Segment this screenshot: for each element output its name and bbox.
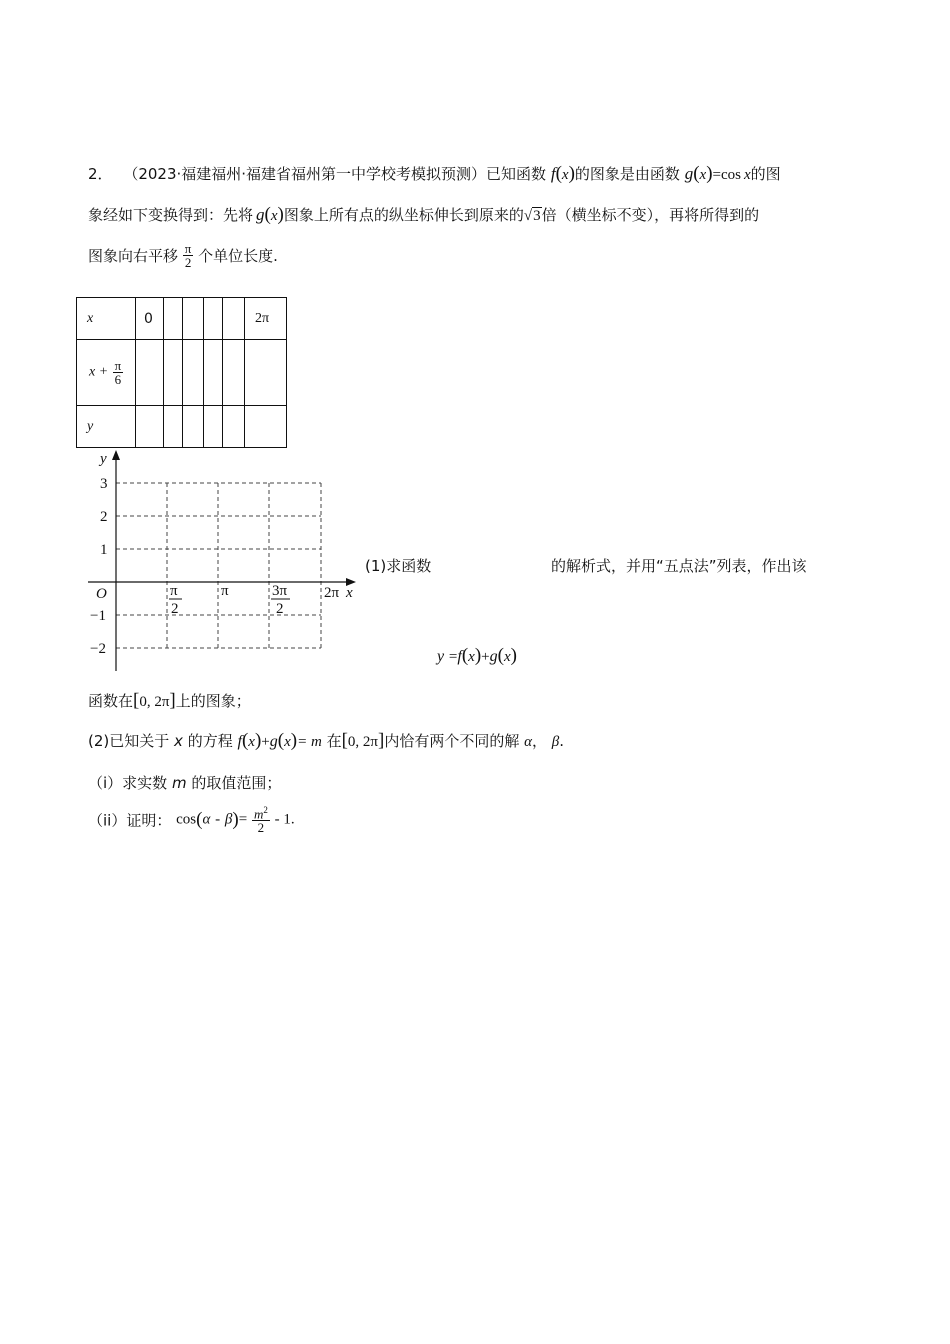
xpi-prefix: x + bbox=[89, 364, 109, 380]
problem-line-1: 2． （2023·福建福州·福建省福州第一中学校考模拟预测）已知函数 f(x)的图象是由函数 g(x)=cos x的图 bbox=[88, 163, 781, 184]
cos-var: x bbox=[744, 167, 751, 183]
part2-x: x bbox=[174, 732, 183, 750]
part1-cont-a: 函数在 bbox=[88, 692, 134, 710]
table-row-x bbox=[77, 298, 287, 340]
problem-line3-a: 图象向右平移 bbox=[88, 247, 179, 265]
y-axis-arrow bbox=[112, 450, 120, 460]
y-tick-neg1: −1 bbox=[90, 608, 106, 624]
y-axis-label: y bbox=[100, 451, 107, 467]
part1-label: (1)求函数 bbox=[365, 557, 432, 575]
problem-intro-1: 已知函数 bbox=[486, 165, 547, 183]
part2-line: (2)已知关于 x 的方程 f(x)+g(x)= m 在[0, 2π]内恰有两个不同的解 α， β. bbox=[88, 730, 565, 751]
interval-2: 0, 2π bbox=[347, 734, 378, 750]
sub-ii-cos: cos bbox=[176, 811, 197, 828]
part2-f-var: x bbox=[248, 734, 255, 750]
table-row-y bbox=[77, 406, 287, 448]
sub-i-line bbox=[88, 772, 281, 793]
part2-beta: β bbox=[551, 734, 560, 750]
table-cell bbox=[136, 406, 164, 448]
sub-ii-fraction bbox=[252, 806, 270, 834]
sub-ii-num: m bbox=[253, 806, 264, 822]
formula-plus: + bbox=[481, 649, 490, 665]
sqrt-sign: √ bbox=[523, 208, 533, 224]
table-cell bbox=[245, 340, 287, 406]
func-f-name: f bbox=[550, 164, 556, 183]
grid-lines bbox=[116, 483, 321, 648]
y-tick-2: 2 bbox=[100, 509, 108, 525]
problem-intro-2: 的图象是由函数 bbox=[574, 165, 680, 183]
sub-ii-den: 2 bbox=[257, 820, 265, 836]
formula-f: f bbox=[457, 648, 462, 665]
table-cell-x-last: 2π bbox=[245, 298, 287, 340]
origin-label: O bbox=[96, 586, 107, 602]
sub-ii-sup: 2 bbox=[263, 805, 268, 815]
xpi-num: π bbox=[114, 358, 122, 373]
x-tick-3pi-half-den: 2 bbox=[276, 601, 284, 617]
table-row-xpi bbox=[77, 340, 287, 406]
func-g-var-2: x bbox=[270, 208, 278, 224]
part2-text-c: 内恰有两个不同的解 bbox=[384, 732, 520, 750]
axes bbox=[88, 455, 350, 671]
problem-line-2: 象经如下变换得到：先将 g(x)图象上所有点的纵坐标伸长到原来的√3倍（横坐标不变），再将所得到的 bbox=[88, 204, 760, 225]
x-axis-label: x bbox=[346, 585, 353, 601]
table-cell bbox=[223, 406, 245, 448]
sub-i-text: 的取值范围； bbox=[191, 774, 282, 792]
part2-f: f bbox=[237, 733, 242, 750]
x-tick-pi-half-den: 2 bbox=[171, 601, 179, 617]
table-header-y: y bbox=[77, 406, 136, 448]
shift-fraction bbox=[183, 242, 194, 269]
table-cell bbox=[204, 298, 223, 340]
part2-text-b: 在 bbox=[326, 732, 342, 750]
shift-num: π bbox=[184, 241, 192, 256]
func-g-name: g bbox=[684, 164, 694, 183]
part2-period: . bbox=[559, 732, 565, 750]
x-tick-2pi: 2π bbox=[324, 585, 340, 601]
y-tick-1: 1 bbox=[100, 542, 108, 558]
formula-f-var: x bbox=[468, 649, 475, 665]
part1-text: 的解析式，并用“五点法”列表，作出该 bbox=[551, 557, 807, 575]
part2-alpha: α bbox=[524, 734, 532, 750]
sub-ii-label: （ii）证明： bbox=[88, 811, 172, 830]
part1-cont-b: 上的图象； bbox=[175, 692, 251, 710]
shift-den: 2 bbox=[184, 255, 192, 270]
formula-g: g bbox=[489, 648, 498, 665]
sub-i-label: （i）求实数 bbox=[88, 774, 168, 792]
y-tick-3: 3 bbox=[100, 476, 108, 492]
part2-plus: + bbox=[261, 734, 270, 750]
interval-1: 0, 2π bbox=[139, 694, 170, 710]
part2-text-a: 的方程 bbox=[187, 732, 233, 750]
problem-line2-b: 图象上所有点的纵坐标伸长到原来的 bbox=[283, 206, 524, 224]
table-cell bbox=[164, 406, 183, 448]
formula-y: y bbox=[437, 648, 445, 665]
sub-ii-eq: = bbox=[238, 811, 248, 828]
eq-cos: =cos bbox=[712, 167, 741, 183]
problem-number: 2． bbox=[88, 165, 113, 183]
x-tick-pi-half-num: π bbox=[170, 583, 178, 599]
xpi-fraction bbox=[113, 359, 124, 386]
part2-eq-m: = m bbox=[297, 734, 322, 750]
sub-ii-line: （ii）证明： cos(α - β)= $\frac{m^2}{2}$ - 1. bbox=[88, 805, 295, 836]
five-point-table bbox=[76, 297, 287, 448]
func-g-name-2: g bbox=[256, 205, 265, 224]
table-cell bbox=[204, 406, 223, 448]
sub-i-m: m bbox=[171, 774, 187, 792]
problem-source: （2023·福建福州·福建省福州第一中学校考模拟预测） bbox=[123, 165, 487, 183]
table-cell bbox=[245, 406, 287, 448]
part1-continuation: 函数在[0, 2π]上的图象； bbox=[88, 690, 251, 711]
table-cell bbox=[223, 298, 245, 340]
part2-label: (2)已知关于 bbox=[88, 732, 170, 750]
table-cell bbox=[164, 340, 183, 406]
problem-line2-a: 象经如下变换得到：先将 bbox=[88, 206, 254, 224]
problem-line-3 bbox=[88, 242, 278, 269]
sub-ii-minus: - bbox=[215, 811, 221, 828]
table-cell bbox=[183, 406, 204, 448]
part1-formula: y =f(x)+g(x) bbox=[437, 645, 517, 666]
part2-g: g bbox=[269, 733, 278, 750]
table-cell bbox=[223, 340, 245, 406]
x-tick-3pi-half-num: 3π bbox=[272, 583, 288, 599]
sub-ii-beta: β bbox=[224, 811, 233, 828]
func-g-var: x bbox=[699, 167, 707, 183]
table-header-xpi bbox=[77, 340, 136, 406]
formula-eq: = bbox=[448, 649, 458, 665]
sub-ii-alpha: α bbox=[202, 811, 211, 828]
coordinate-grid bbox=[70, 445, 370, 680]
formula-g-var: x bbox=[503, 649, 511, 665]
sqrt-value: 3 bbox=[533, 208, 541, 224]
func-f-var: x bbox=[561, 167, 569, 183]
y-tick-neg2: −2 bbox=[90, 641, 106, 657]
table-cell bbox=[164, 298, 183, 340]
problem-line3-b: 个单位长度. bbox=[198, 247, 278, 265]
x-tick-pi: π bbox=[221, 583, 229, 599]
xpi-den: 6 bbox=[114, 372, 122, 387]
part2-comma: ， bbox=[532, 732, 548, 750]
problem-line2-c: 倍（横坐标不变），再将所得到的 bbox=[541, 206, 760, 224]
part2-g-var: x bbox=[284, 734, 291, 750]
problem-tail-1: 的图 bbox=[750, 165, 781, 183]
table-cell-x-0: 0 bbox=[136, 298, 164, 340]
sub-ii-tail: - 1. bbox=[274, 811, 295, 828]
table-cell bbox=[183, 298, 204, 340]
table-cell bbox=[136, 340, 164, 406]
table-cell bbox=[204, 340, 223, 406]
table-cell bbox=[183, 340, 204, 406]
table-header-x: x bbox=[77, 298, 136, 340]
